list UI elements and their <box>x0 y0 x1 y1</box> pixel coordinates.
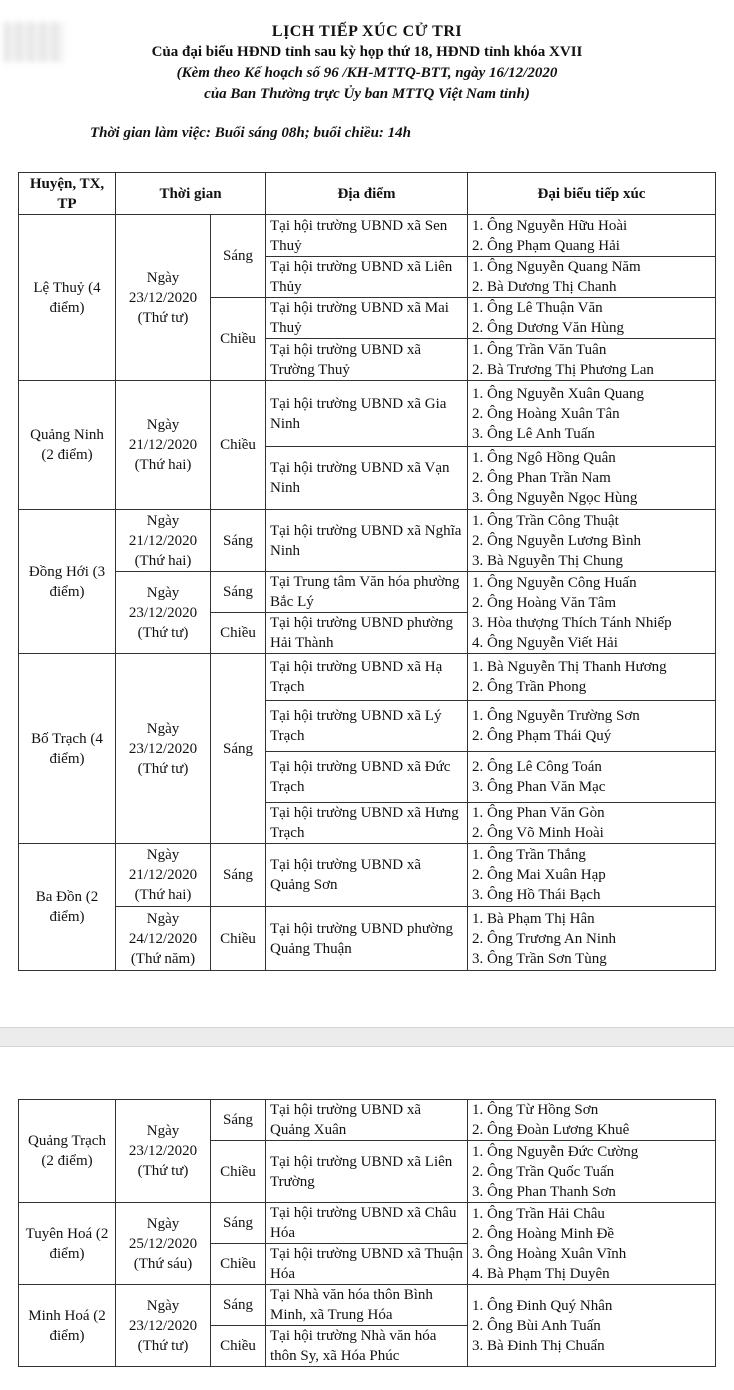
session-cell: Chiều <box>211 1141 266 1203</box>
date-cell: Ngày 23/12/2020 (Thứ tư) <box>116 1285 211 1367</box>
district-cell: Minh Hoá (2 điểm) <box>19 1285 116 1367</box>
delegate: 3. Ông Phan Thanh Sơn <box>472 1183 616 1200</box>
session-cell: Chiều <box>211 907 266 971</box>
location-cell: Tại hội trường UBND xã Quảng Sơn <box>266 844 468 907</box>
delegate: 2. Ông Võ Minh Hoài <box>472 825 604 841</box>
delegates-cell <box>468 257 716 298</box>
delegate: 2. Bà Dương Thị Chanh <box>472 279 617 295</box>
table-row <box>19 572 716 613</box>
delegate: 2. Ông Hoàng Văn Tâm <box>472 594 617 611</box>
session-cell: Chiều <box>211 298 266 381</box>
session-cell: Sáng <box>211 1100 266 1141</box>
date-cell: Ngày 24/12/2020 (Thứ năm) <box>116 907 211 971</box>
location-cell: Tại hội trường UBND xã Quảng Xuân <box>266 1100 468 1141</box>
delegate: 1. Ông Nguyễn Trường Sơn <box>472 708 640 724</box>
delegate: 1. Ông Lê Thuận Văn <box>472 300 603 316</box>
delegate: 3. Ông Hoàng Xuân Vĩnh <box>472 1245 627 1262</box>
delegate: 2. Ông Hoàng Xuân Tân <box>472 405 620 422</box>
table-row <box>19 381 716 447</box>
header-location: Địa điểm <box>266 173 468 215</box>
delegate: 1. Ông Trần Văn Tuân <box>472 341 607 358</box>
delegate: 2. Ông Trần Phong <box>472 679 587 695</box>
location-cell: Tại hội trường UBND xã Đức Trạch <box>266 752 468 803</box>
delegate: 1. Ông Phan Văn Gòn <box>472 805 605 821</box>
delegates-cell <box>468 1141 716 1203</box>
table-row <box>19 907 716 971</box>
page-break <box>0 1027 734 1047</box>
delegate: 2. Ông Phan Trần Nam <box>472 470 611 486</box>
location-cell: Tại hội trường UBND xã Mai Thuỷ <box>266 298 468 339</box>
delegates-cell <box>468 381 716 447</box>
schedule-table-page1 <box>18 172 716 971</box>
delegate: 2. Ông Trương An Ninh <box>472 930 617 947</box>
delegates-cell <box>468 572 716 654</box>
delegate: 1. Bà Phạm Thị Hân <box>472 910 595 927</box>
header-time: Thời gian <box>116 173 266 215</box>
attachment-note-line1: (Kèm theo Kế hoạch số 96 /KH-MTTQ-BTT, ngày 16/12/2020 <box>176 65 558 81</box>
location-cell: Tại hội trường UBND xã Sen Thuỷ <box>266 215 468 257</box>
date-cell: Ngày 23/12/2020 (Thứ tư) <box>116 654 211 844</box>
session-cell: Chiều <box>211 1326 266 1367</box>
location-cell: Tại hội trường UBND xã Châu Hóa <box>266 1203 468 1244</box>
location-cell: Tại hội trường UBND xã Lý Trạch <box>266 701 468 752</box>
location-cell: Tại hội trường UBND xã Liên Thủy <box>266 257 468 298</box>
district-cell: Quảng Trạch (2 điểm) <box>19 1100 116 1203</box>
delegate: 1. Ông Đinh Quý Nhân <box>472 1297 613 1314</box>
delegate: 2. Ông Đoàn Lương Khuê <box>472 1122 630 1138</box>
table-row <box>19 215 716 257</box>
date-cell: Ngày 21/12/2020 (Thứ hai) <box>116 381 211 510</box>
session-cell: Sáng <box>211 844 266 907</box>
district-cell: Lệ Thuỷ (4 điểm) <box>19 215 116 381</box>
delegate: 1. Ông Ngô Hồng Quân <box>472 450 616 466</box>
delegate: 1. Ông Trần Hải Châu <box>472 1205 605 1222</box>
session-cell: Sáng <box>211 215 266 298</box>
session-cell: Sáng <box>211 510 266 572</box>
delegate: 3. Ông Nguyễn Ngọc Hùng <box>472 490 638 506</box>
delegates-cell <box>468 701 716 752</box>
location-cell: Tại hội trường UBND phường Hải Thành <box>266 613 468 654</box>
table-row <box>19 1285 716 1326</box>
delegate: 3. Hòa thượng Thích Tánh Nhiếp <box>472 614 672 631</box>
table-row <box>19 1100 716 1141</box>
delegate: 2. Ông Mai Xuân Hạp <box>472 867 606 883</box>
location-cell: Tại hội trường UBND xã Liên Trường <box>266 1141 468 1203</box>
delegate: 1. Ông Nguyễn Công Huấn <box>472 574 637 591</box>
session-cell: Chiều <box>211 1244 266 1285</box>
delegates-cell <box>468 447 716 510</box>
delegates-cell <box>468 339 716 381</box>
delegates-cell <box>468 1100 716 1141</box>
delegate: 3. Bà Đinh Thị Chuẩn <box>472 1337 605 1354</box>
delegate: 3. Ông Hồ Thái Bạch <box>472 887 601 903</box>
date-cell: Ngày 21/12/2020 (Thứ hai) <box>116 510 211 572</box>
delegates-cell <box>468 1285 716 1367</box>
table-row <box>19 844 716 907</box>
date-cell: Ngày 23/12/2020 (Thứ tư) <box>116 572 211 654</box>
delegate: 2. Ông Hoàng Minh Đề <box>472 1225 615 1242</box>
session-cell: Sáng <box>211 572 266 613</box>
location-cell: Tại hội trường UBND xã Hạ Trạch <box>266 654 468 701</box>
delegate: 2. Ông Phạm Quang Hải <box>472 237 620 254</box>
table-row <box>19 654 716 701</box>
date-cell: Ngày 23/12/2020 (Thứ tư) <box>116 1100 211 1203</box>
location-cell: Tại hội trường UBND xã Thuận Hóa <box>266 1244 468 1285</box>
header-district: Huyện, TX, TP <box>19 173 116 215</box>
table-row <box>19 1203 716 1244</box>
delegate: 3. Bà Nguyễn Thị Chung <box>472 552 623 569</box>
session-cell: Sáng <box>211 654 266 844</box>
delegate: 2. Bà Trương Thị Phương Lan <box>472 361 654 378</box>
delegates-cell <box>468 1203 716 1285</box>
delegate: 1. Ông Nguyễn Xuân Quang <box>472 385 645 402</box>
delegates-cell <box>468 907 716 971</box>
delegate: 1. Ông Nguyễn Quang Năm <box>472 259 641 275</box>
location-cell: Tại hội trường UBND phường Quảng Thuận <box>266 907 468 971</box>
district-cell: Đồng Hới (3 điểm) <box>19 510 116 654</box>
delegate: 4. Bà Phạm Thị Duyên <box>472 1265 610 1282</box>
table-header-row <box>19 173 716 215</box>
delegates-cell <box>468 298 716 339</box>
location-cell: Tại hội trường Nhà văn hóa thôn Sy, xã Hóa Phúc <box>266 1326 468 1367</box>
delegate: 1. Ông Trần Thắng <box>472 847 586 863</box>
district-cell: Ba Đồn (2 điểm) <box>19 844 116 971</box>
delegate: 2. Ông Lê Công Toán <box>472 759 602 775</box>
delegates-cell <box>468 752 716 803</box>
location-cell: Tại hội trường UBND xã Vạn Ninh <box>266 447 468 510</box>
session-cell: Chiều <box>211 381 266 510</box>
delegate: 2. Ông Nguyễn Lương Bình <box>472 532 641 549</box>
location-cell: Tại hội trường UBND xã Nghĩa Ninh <box>266 510 468 572</box>
district-cell: Quảng Ninh (2 điểm) <box>19 381 116 510</box>
delegates-cell <box>468 803 716 844</box>
delegates-cell <box>468 510 716 572</box>
delegate: 1. Ông Nguyễn Đức Cường <box>472 1143 639 1160</box>
document-subtitle: Của đại biểu HĐND tỉnh sau kỳ họp thứ 18, HĐND tỉnh khóa XVII <box>151 44 583 60</box>
delegate: 3. Ông Trần Sơn Tùng <box>472 950 607 967</box>
delegate: 3. Ông Phan Văn Mạc <box>472 779 606 795</box>
date-cell: Ngày 25/12/2020 (Thứ sáu) <box>116 1203 211 1285</box>
location-cell: Tại hội trường UBND xã Trường Thuỷ <box>266 339 468 381</box>
schedule-table-page2 <box>18 1099 716 1367</box>
delegate: 2. Ông Phạm Thái Quý <box>472 728 612 744</box>
location-cell: Tại Nhà văn hóa thôn Bình Minh, xã Trung Hóa <box>266 1285 468 1326</box>
session-cell: Sáng <box>211 1203 266 1244</box>
date-cell: Ngày 23/12/2020 (Thứ tư) <box>116 215 211 381</box>
delegate: 2. Ông Trần Quốc Tuấn <box>472 1163 615 1180</box>
delegate: 4. Ông Nguyễn Viết Hải <box>472 634 618 651</box>
district-cell: Bố Trạch (4 điểm) <box>19 654 116 844</box>
delegate: 3. Ông Lê Anh Tuấn <box>472 425 595 442</box>
delegate: 1. Ông Từ Hồng Sơn <box>472 1102 599 1118</box>
header-delegates: Đại biểu tiếp xúc <box>468 173 716 215</box>
delegate: 2. Ông Bùi Anh Tuấn <box>472 1317 601 1334</box>
document-title: LỊCH TIẾP XÚC CỬ TRI <box>271 23 463 40</box>
location-cell: Tại hội trường UBND xã Hưng Trạch <box>266 803 468 844</box>
delegate: 1. Ông Trần Công Thuật <box>472 512 619 529</box>
delegates-cell <box>468 654 716 701</box>
date-cell: Ngày 21/12/2020 (Thứ hai) <box>116 844 211 907</box>
location-cell: Tại hội trường UBND xã Gia Ninh <box>266 381 468 447</box>
delegates-cell <box>468 215 716 257</box>
delegate: 1. Ông Nguyễn Hữu Hoài <box>472 217 628 234</box>
delegate: 1. Bà Nguyễn Thị Thanh Hương <box>472 659 667 675</box>
delegate: 2. Ông Dương Văn Hùng <box>472 320 625 336</box>
location-cell: Tại Trung tâm Văn hóa phường Bắc Lý <box>266 572 468 613</box>
table-row <box>19 510 716 572</box>
working-time: Thời gian làm việc: Buổi sáng 08h; buổi chiều: 14h <box>90 125 411 141</box>
district-cell: Tuyên Hoá (2 điểm) <box>19 1203 116 1285</box>
attachment-note-line2: của Ban Thường trực Ủy ban MTTQ Việt Nam tỉnh) <box>204 86 530 102</box>
session-cell: Chiều <box>211 613 266 654</box>
session-cell: Sáng <box>211 1285 266 1326</box>
delegates-cell <box>468 844 716 907</box>
